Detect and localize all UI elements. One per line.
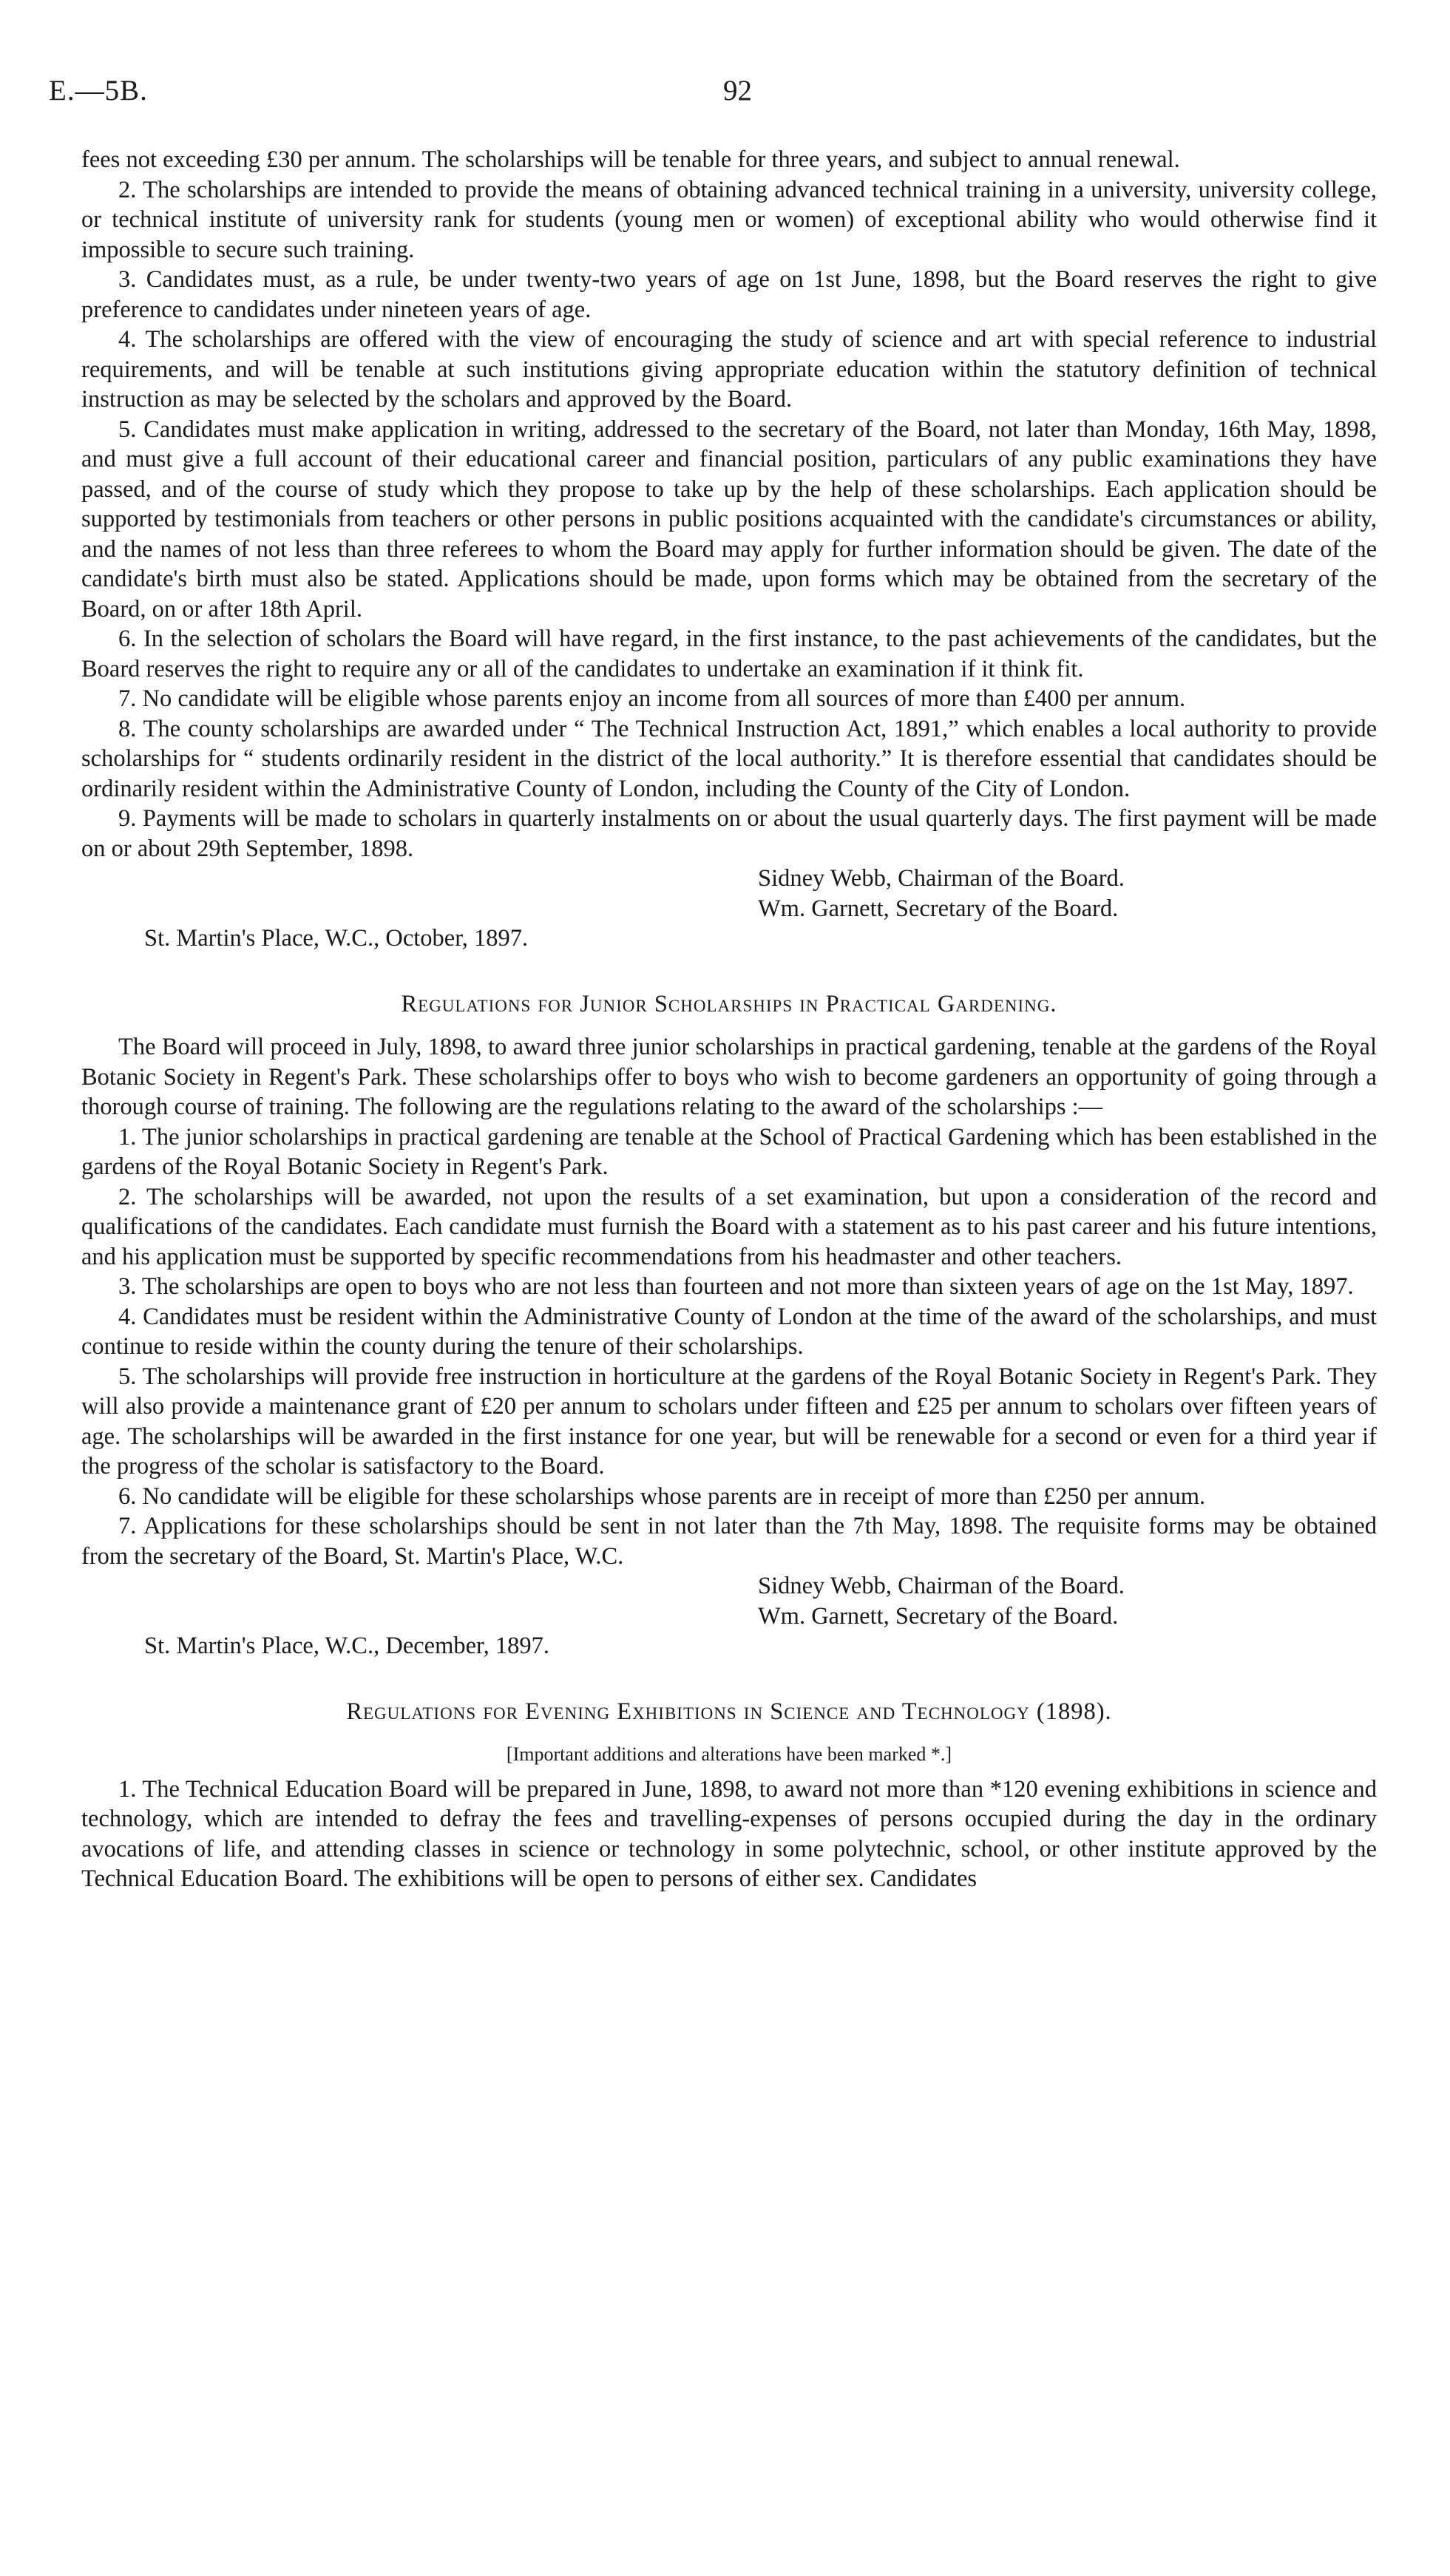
paragraph-s2-item-2: 2. The scholarships will be awarded, not upon the results of a set examination, but upon a consideration of the record and qualifications of the candidates. Each candidate must furnish the Board with a statement as to his past career and his future intentions, and his application must be supported by specific recommendations from his headmaster and other teachers.	[81, 1183, 1377, 1270]
paragraph-s2-item-1: 1. The junior scholarships in practical gardening are tenable at the School of Practical Gardening which has been established in the gardens of the Royal Botanic Society in Regent's Park.	[81, 1123, 1377, 1180]
paragraph-s1-item-9: 9. Payments will be made to scholars in quarterly instalments on or about the usual quarterly days. The first payment will be made on or about 29th September, 1898.	[81, 805, 1377, 862]
section-heading-gardening: Regulations for Junior Scholarships in Practical Gardening.	[401, 990, 1057, 1017]
page-header	[49, 74, 1383, 118]
signature-block-2	[81, 1571, 1377, 1631]
paragraph-s2-item-3: 3. The scholarships are open to boys who are not less than fourteen and not more than sixteen years of age on the 1st May, 1897.	[118, 1273, 1354, 1300]
signature-block-1	[81, 864, 1377, 923]
page-number: 92	[723, 75, 752, 106]
paragraph-s1-item-4: 4. The scholarships are offered with the view of encouraging the study of science and art with special reference to industrial requirements, and will be tenable at such institutions giving appropriate education within the statutory definition of technical instruction as may be selected by the scholars and approved by the Board.	[81, 326, 1377, 413]
paragraph-s3-item-1: 1. The Technical Education Board will be prepared in June, 1898, to award not more than *120 evening exhibitions in science and technology, which are intended to defray the fees and travelling-expenses of persons occupied during the day in the ordinary avocations of life, and attending classes in science or technology in some polytechnic, school, or other institute approved by the Technical Education Board. The exhibitions will be open to persons of either sex. Candidates	[81, 1775, 1377, 1892]
place-date-1: St. Martin's Place, W.C., October, 1897.	[144, 925, 529, 952]
paragraph-s1-item-6: 6. In the selection of scholars the Board will have regard, in the first instance, to the past achievements of the candidates, but the Board reserves the right to require any or all of the candidates to undertake an examination if it think fit.	[81, 626, 1377, 682]
paragraph-s2-item-6: 6. No candidate will be eligible for these scholarships whose parents are in receipt of more than £250 per annum.	[118, 1482, 1206, 1510]
document-reference: E.—5B.	[49, 75, 148, 106]
paragraph-continuation: fees not exceeding £30 per annum. The scholarships will be tenable for three years, and subject to annual renewal.	[81, 146, 1180, 173]
place-date-2: St. Martin's Place, W.C., December, 1897.	[144, 1633, 549, 1659]
paragraph-s1-item-7: 7. No candidate will be eligible whose parents enjoy an income from all sources of more than £400 per annum.	[118, 685, 1186, 712]
signature-secretary: Wm. Garnett, Secretary of the Board.	[758, 1602, 1119, 1630]
paragraph-s1-item-2: 2. The scholarships are intended to provide the means of obtaining advanced technical training in a university, university college, or technical institute of university rank for students (young men or women) of exceptional ability who would otherwise find it impossible to secure such training.	[81, 176, 1377, 263]
body-text	[81, 145, 1377, 1894]
paragraph-s2-item-4: 4. Candidates must be resident within the Administrative County of London at the time of the award of the scholarships, and must continue to reside within the county during the tenure of their scholarships.	[81, 1303, 1377, 1360]
amendment-note: [Important additions and alterations have been marked *.]	[506, 1743, 952, 1765]
paragraph-s1-item-8: 8. The county scholarships are awarded under “ The Technical Instruction Act, 1891,” which enables a local authority to provide scholarships for “ students ordinarily resident in the district of the local authority.” It is therefore essential that candidates should be ordinarily resident within the Administrative County of London, including the County of the City of London.	[81, 715, 1377, 802]
paragraph-s2-item-5: 5. The scholarships will provide free instruction in horticulture at the gardens of the Royal Botanic Society in Regent's Park. They will also provide a maintenance grant of £20 per annum to scholars under fifteen and £25 per annum to scholars over fifteen years of age. The scholarships will be awarded in the first instance for one year, but will be renewable for a second or even for a third year if the progress of the scholar is satisfactory to the Board.	[81, 1363, 1377, 1479]
paragraph-s2-item-7: 7. Applications for these scholarships should be sent in not later than the 7th May, 1898. The requisite forms may be obtained from the secretary of the Board, St. Martin's Place, W.C.	[81, 1513, 1377, 1570]
signature-chairman: Sidney Webb, Chairman of the Board.	[758, 1573, 1125, 1599]
paragraph-s2-intro: The Board will proceed in July, 1898, to award three junior scholarships in practical gardening, tenable at the gardens of the Royal Botanic Society in Regent's Park. These scholarships offer to boys who wish to become gardeners an opportunity of going through a thorough course of training. The following are the regulations relating to the award of the scholarships :—	[81, 1034, 1377, 1120]
signature-chairman: Sidney Webb, Chairman of the Board.	[758, 865, 1125, 892]
signature-secretary: Wm. Garnett, Secretary of the Board.	[758, 895, 1119, 922]
section-heading-evening-exhibitions: Regulations for Evening Exhibitions in Science and Technology (1898).	[346, 1698, 1112, 1725]
paragraph-s1-item-5: 5. Candidates must make application in writing, addressed to the secretary of the Board, not later than Monday, 16th May, 1898, and must give a full account of their educational career and financial position, particulars of any public examinations they have passed, and of the course of study which they propose to take up by the help of these scholarships. Each application should be supported by testimonials from teachers or other persons in public positions acquainted with the candidate's circumstances or ability, and the names of not less than three referees to whom the Board may apply for further information should be given. The date of the candidate's birth must also be stated. Applications should be made, upon forms which may be obtained from the secretary of the Board, on or after 18th April.	[81, 416, 1377, 623]
paragraph-s1-item-3: 3. Candidates must, as a rule, be under twenty-two years of age on 1st June, 1898, but the Board reserves the right to give preference to candidates under nineteen years of age.	[81, 266, 1377, 323]
